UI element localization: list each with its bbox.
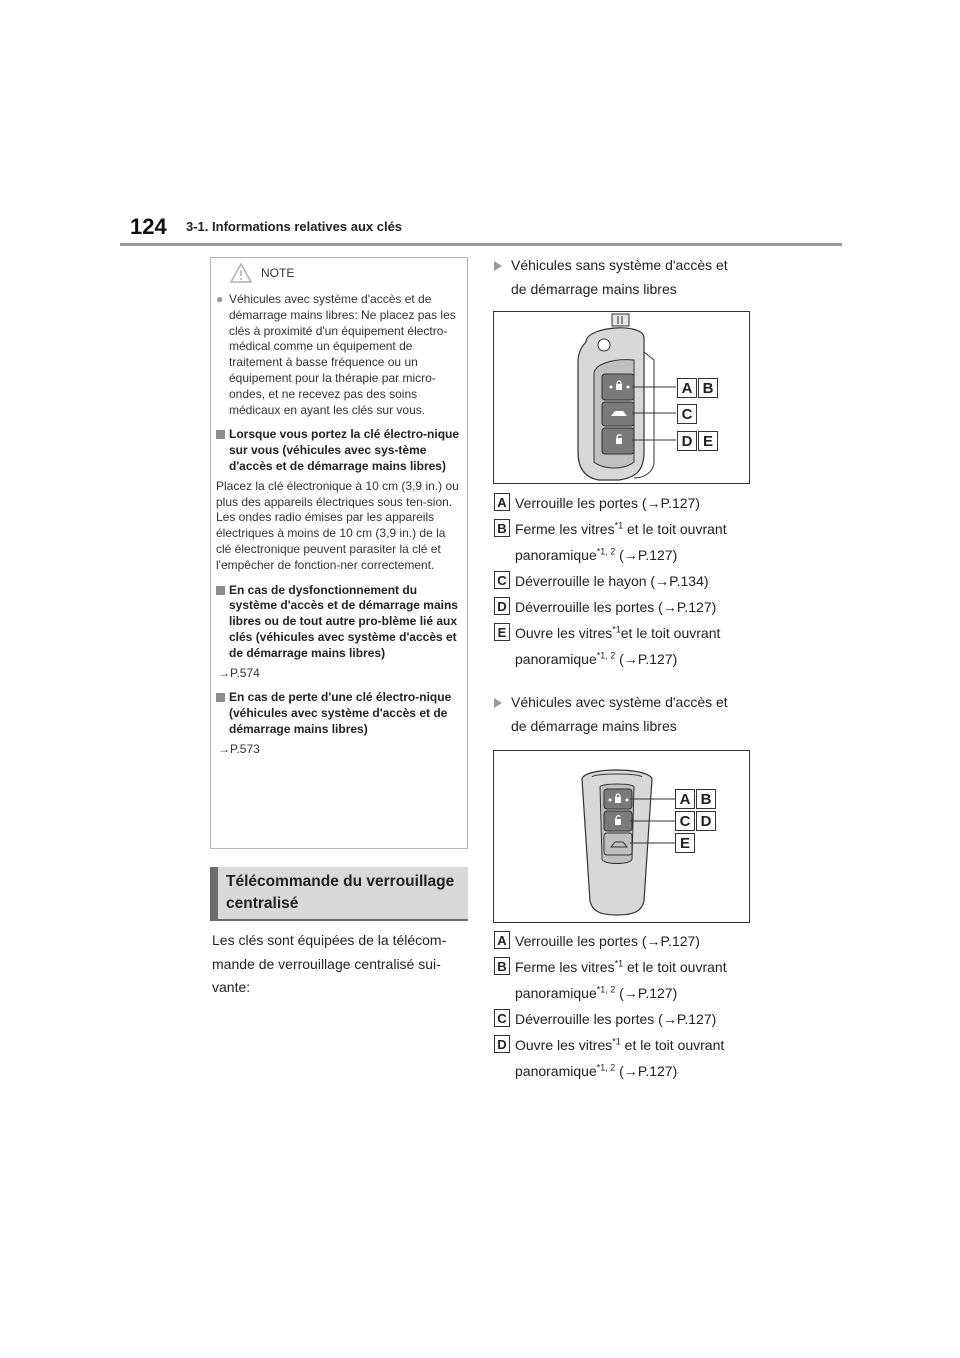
legend-badge: B [494,519,510,537]
square-bullet-icon [216,693,225,702]
legend-item-e [494,620,727,646]
page-reference[interactable]: P.127) [637,651,678,667]
page-reference-text: P.574 [230,665,260,680]
legend-text: Ferme les vitres [515,959,615,975]
legend-badge: C [494,1009,510,1027]
subsection-heading-line: Véhicules avec système d'accès et [511,694,728,710]
section-heading-text [226,871,466,915]
arrow-paren: (→ [615,1063,638,1079]
note-header [211,258,467,290]
arrow-paren: (→ [615,547,638,563]
page-reference[interactable]: P.127) [676,1011,717,1027]
legend-text: et le toit ouvrant [623,521,727,537]
subsection-heading-with-smart [494,690,764,738]
legend-text: Déverrouille les portes ( [515,599,663,615]
legend-badge: D [494,1035,510,1053]
legend-with-smart [494,928,727,1084]
footnote-marker: *1 [614,958,624,969]
arrow-icon: → [646,495,661,511]
legend-text: panoramique [515,547,597,563]
arrow-icon: → [662,599,677,615]
note-subheading [216,427,462,474]
callout-a: A [677,378,697,398]
legend-item-c [494,568,727,594]
arrow-icon: → [218,665,230,680]
callout-e: E [675,833,695,853]
legend-item-b [494,954,727,980]
page-reference[interactable]: P.127) [637,985,678,1001]
footnote-marker: *1 [612,1036,621,1047]
note-box [210,257,468,849]
legend-text: et le toit ouvrant [620,625,721,641]
smart-key-illustration [494,751,749,922]
legend-badge: A [494,931,510,949]
legend-item-a [494,928,727,954]
legend-item-d [494,1032,727,1058]
footnote-marker: *1, 2 [596,984,616,995]
legend-text: et le toit ouvrant [623,959,727,975]
page-reference[interactable]: P.134) [669,573,709,589]
page-reference[interactable]: P.127) [637,547,678,563]
footnote-marker: *1, 2 [596,650,616,661]
legend-badge: C [494,571,510,589]
callout-e: E [698,431,718,451]
callout-c: C [675,811,695,831]
legend-item-b-continued [494,980,727,1006]
intro-line: vante: [212,979,251,995]
legend-text: Ferme les vitres [515,521,615,537]
note-body [216,292,462,767]
page-reference[interactable] [218,742,462,758]
legend-item-c [494,1006,727,1032]
arrow-paren: (→ [615,651,638,667]
legend-item-b-continued [494,542,727,568]
legend-text: panoramique [515,1063,597,1079]
page-reference[interactable] [218,666,462,682]
warning-icon [229,262,253,284]
square-bullet-icon [216,586,225,595]
callout-a: A [675,789,695,809]
note-paragraph: Placez la clé électronique à 10 cm (3,9 in.) ou plus des appareils électriques sous ten-sion. Les ondes radio émises par les appareils électriques à moins de 10 cm (3,9 in.) de la clé électronique peuvent parasiter la clé et l'empêcher de fonction-ner correctement. [216,478,459,572]
footnote-marker: *1 [612,624,621,635]
callout-d: D [696,811,716,831]
arrow-icon: → [662,1011,677,1027]
legend-text: Déverrouille les portes ( [515,1011,663,1027]
note-subheading-text: En cas de dysfonctionnement du système d'accès et de démarrage mains libres ou de tout autre pro-blème lié aux clés (véhicules avec système d'accès et de démarrage mains libres) [229,582,458,660]
legend-item-d [494,594,727,620]
arrow-icon: → [655,573,670,589]
arrow-paren: (→ [615,985,638,1001]
subsection-heading-line: Véhicules sans système d'accès et [511,257,728,273]
intro-line: mande de verrouillage centralisé sui- [212,955,441,972]
page-reference[interactable]: P.127) [676,599,717,615]
page-reference[interactable]: P.127) [637,1063,678,1079]
subsection-heading-line: de démarrage mains libres [511,718,677,734]
callout-d: D [677,431,697,451]
note-subheading [216,690,462,737]
arrow-icon: → [646,933,661,949]
intro-line: Les clés sont équipées de la télécom- [212,932,447,948]
square-bullet-icon [216,430,225,439]
triangle-bullet-icon [494,698,502,708]
bullet-dot-icon: ● [216,292,224,306]
legend-text: panoramique [515,985,597,1001]
subsection-heading-line: de démarrage mains libres [511,281,677,297]
legend-text: Verrouille les portes ( [515,495,647,511]
callout-b: B [698,378,718,398]
footnote-marker: *1 [614,520,624,531]
callout-b: B [696,789,716,809]
triangle-bullet-icon [494,261,502,271]
section-heading-line: Télécommande du verrouillage [226,873,455,890]
key-figure-with-smart [493,750,750,923]
legend-item-e-continued [494,646,727,672]
note-subheading-text: En cas de perte d'une clé électro-nique (véhicules avec système d'accès et de démarrage mains libres) [229,690,452,736]
note-bullet-text: Véhicules avec système d'accès et de démarrage mains libres: Ne placez pas les clés à proximité d'un équipement électro-médical comme un équipement de traitement à basse fréquence ou un équipement pour la thérapie par micro-ondes, et ne recevez pas des soins médicaux en ayant les clés sur vous. [229,292,456,417]
note-subheading [216,583,462,662]
legend-text: Ouvre les vitres [515,625,613,641]
footnote-marker: *1, 2 [596,1062,616,1073]
legend-badge: B [494,957,510,975]
key-figure-without-smart [493,311,750,484]
legend-item-a [494,490,727,516]
intro-paragraph [212,929,470,1000]
legend-text: et le toit ouvrant [620,1037,725,1053]
legend-badge: A [494,493,510,511]
legend-without-smart [494,490,727,672]
legend-text: Déverrouille le hayon ( [515,573,656,589]
legend-item-d-continued [494,1058,727,1084]
arrow-icon: → [218,741,230,756]
section-title: 3-1. Informations relatives aux clés [186,219,403,234]
section-heading-line: centralisé [226,895,299,912]
section-heading [210,867,468,921]
page-reference[interactable]: P.127) [660,933,700,949]
legend-item-b [494,516,727,542]
page-number: 124 [130,214,167,239]
legend-text: Ouvre les vitres [515,1037,613,1053]
note-label: NOTE [261,266,295,280]
legend-badge: D [494,597,510,615]
callout-c: C [677,404,697,424]
page-reference-text: P.573 [230,741,260,756]
note-bullet [216,292,462,418]
note-subheading-text: Lorsque vous portez la clé électro-nique sur vous (véhicules avec sys-tème d'accès et de démarrage mains libres) [229,427,460,473]
subsection-heading-without-smart [494,253,764,301]
legend-badge: E [494,623,510,641]
legend-text: Verrouille les portes ( [515,933,647,949]
header-rule [120,243,842,246]
page-reference[interactable]: P.127) [660,495,700,511]
footnote-marker: *1, 2 [596,546,616,557]
legend-text: panoramique [515,651,597,667]
